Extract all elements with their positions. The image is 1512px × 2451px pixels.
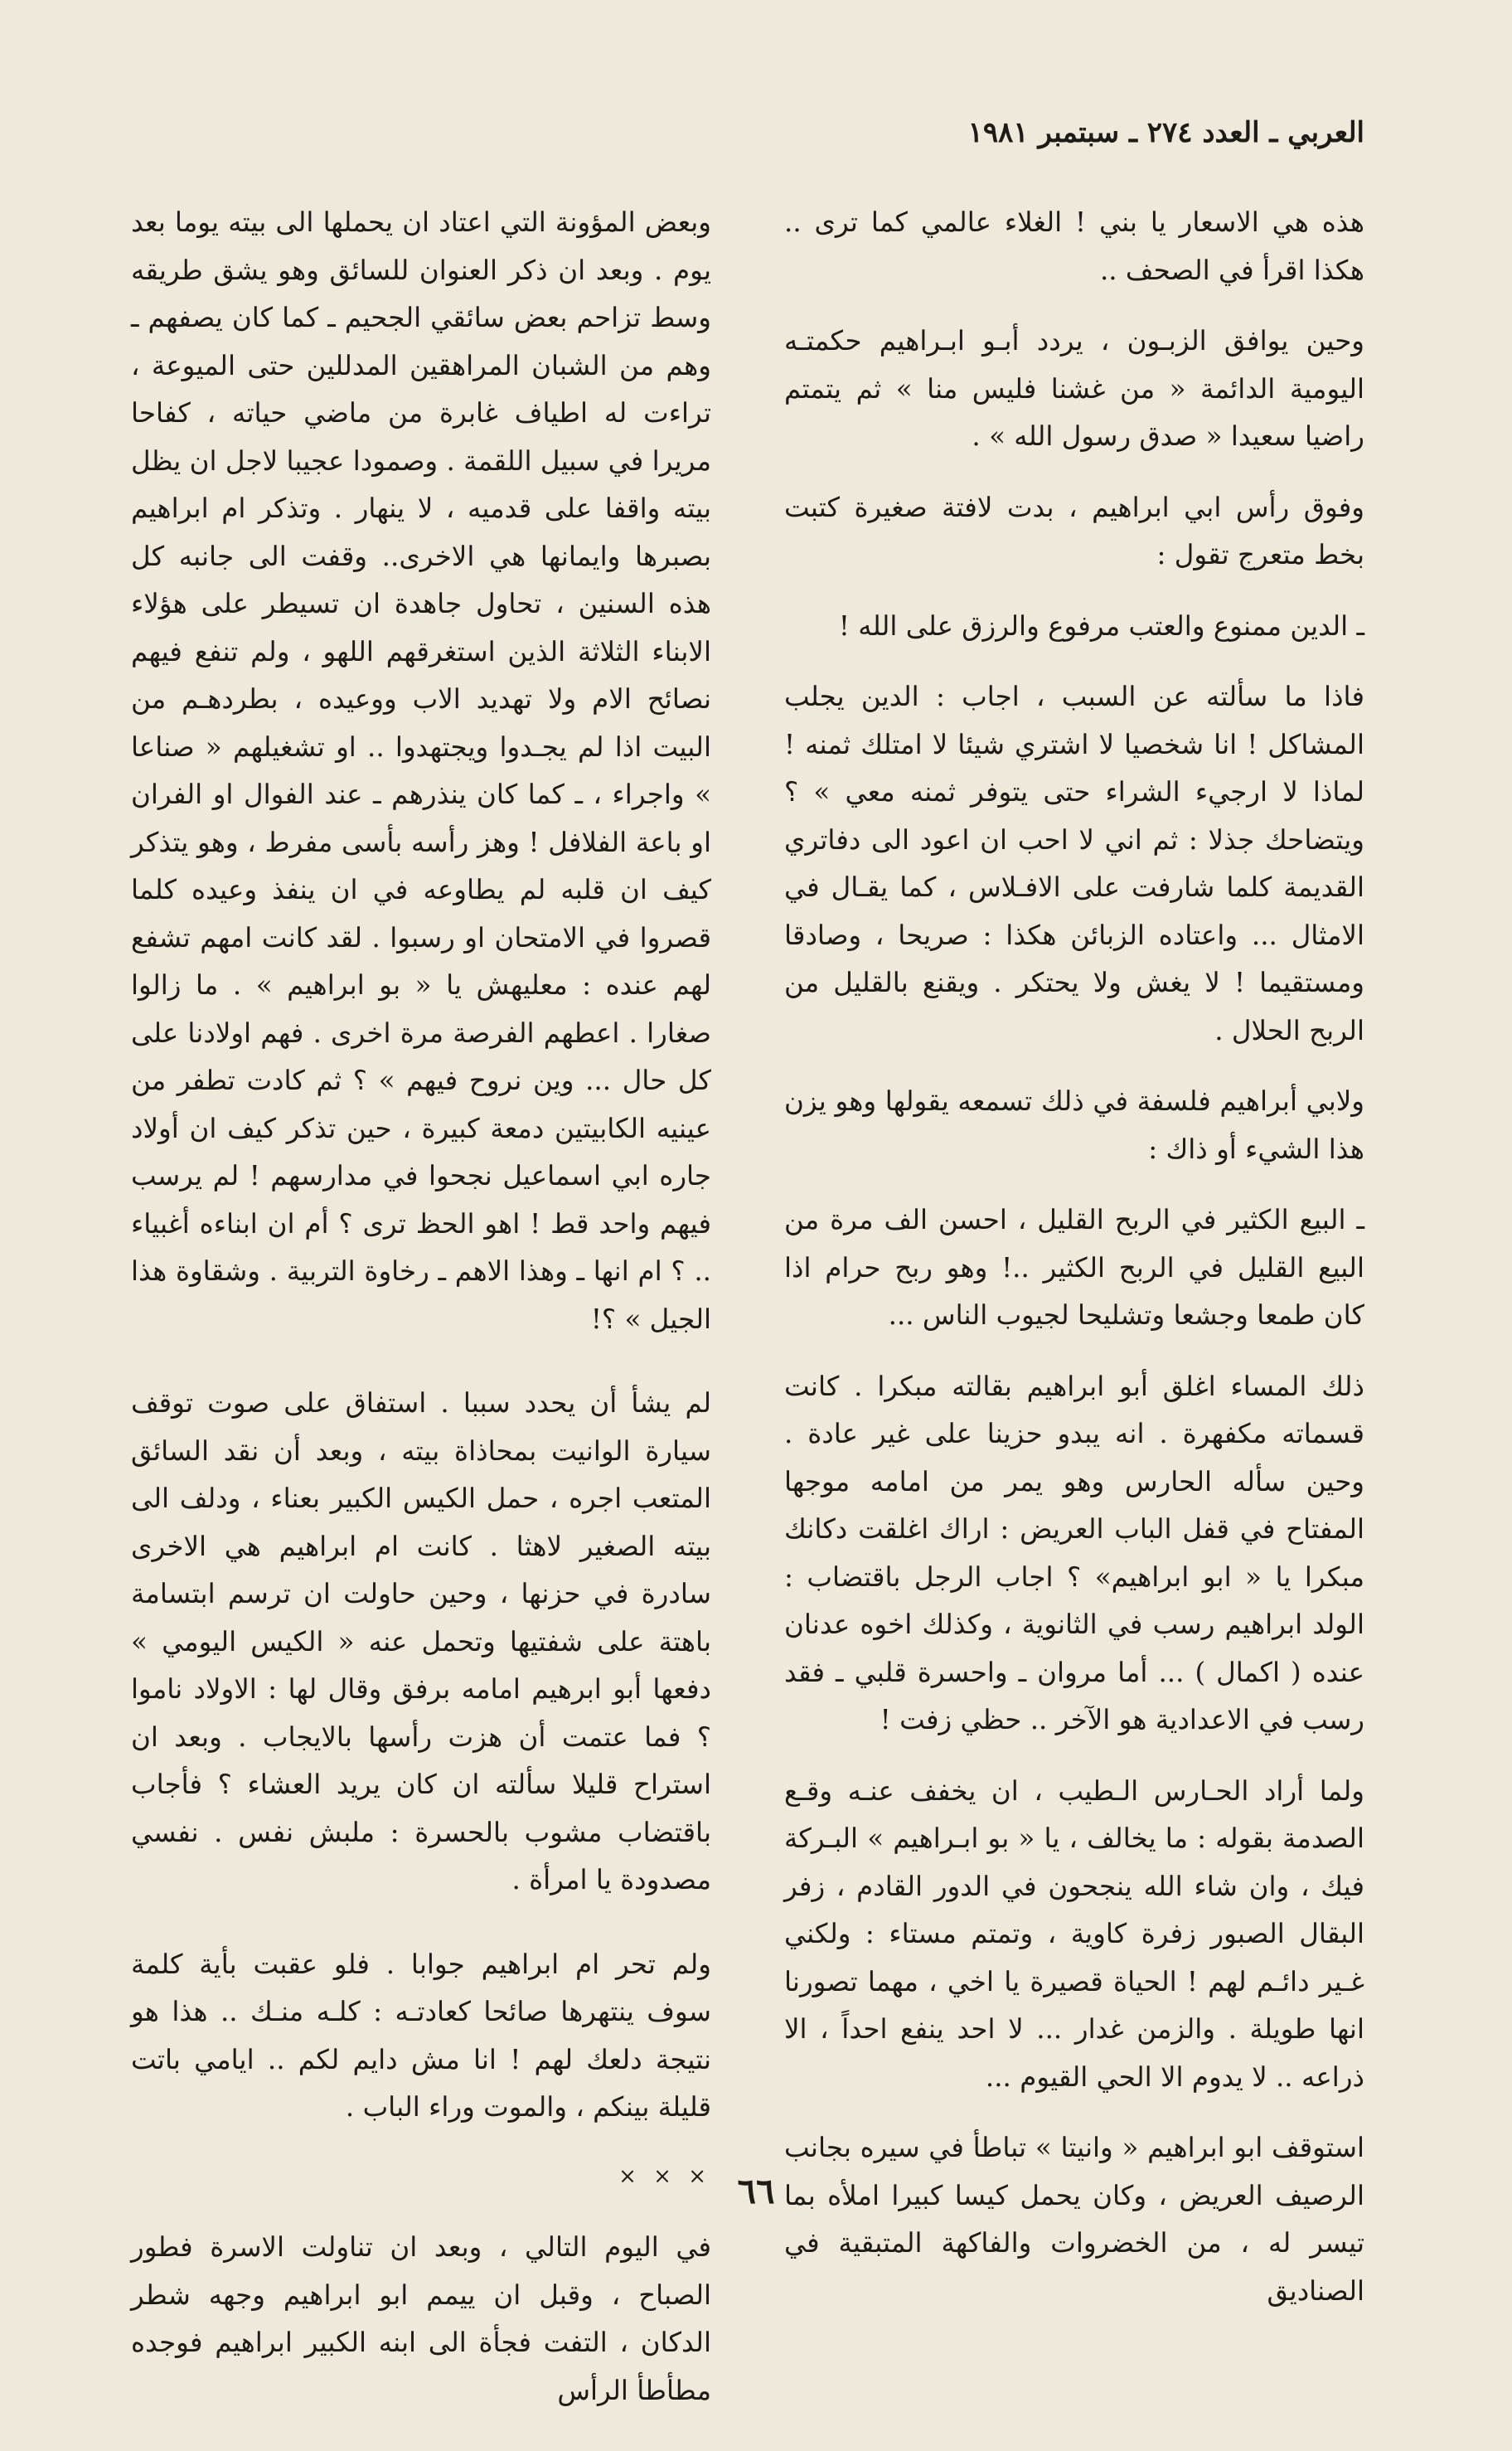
running-head: العربي ـ العدد ٢٧٤ ـ سبتمبر ١٩٨١ [967,116,1364,149]
paragraph: ولم تحر ام ابراهيم جوابا . فلو عقبت بأية كلمة سوف ينتهرها صائحا كعادتـه : كلـه منـك .. هذا هو نتيجة دلعك لهم ! انا مش دايم لكم .. ايامي باتت قليلة بينكم ، والموت وراء الباب . [131,1948,711,2123]
paragraph: وفوق رأس ابي ابراهيم ، بدت لافتة صغيرة كتبت بخط متعرج تقول : [784,491,1364,570]
paragraph: وبعض المؤونة التي اعتاد ان يحملها الى بيته يوما بعد يوم . وبعد ان ذكر العنوان للسائق وهو يشق طريقه وسط تزاحم بعض سائقي الجحيم ـ كما كان يصفهم ـ وهم من الشبان المراهقين المدللين حتى الميوعة ، تراءت له اطياف غابرة من ماضي حياته ، كفاحا مريرا في سبيل اللقمة . وصمودا عجيبا لاجل ان يظل بيته واقفا على قدميه ، لا ينهار . وتذكر ام ابراهيم بصبرها وايمانها هي الاخرى.. وقفت الى جانبه كل هذه السنين ، تحاول جاهدة ان تسيطر على هؤلاء الابناء الثلاثة الذين استغرقهم اللهو ، ولم تنفع فيهم نصائح الام ولا تهديد الاب ووعيده ، بطردهـم من البيت اذا لم يجـدوا ويجتهدوا .. او تشغيلهم « صناعا » واجراء ، ـ كما كان ينذرهم ـ عند الفوال او الفران او باعة الفلافل ! وهز رأسه بأسى مفرط ، وهو يتذكر كيف ان قلبه لم يطاوعه في ان ينفذ وعيده كلما قصروا في الامتحان او رسبوا . لقد كانت امهم تشفع لهم عنده : معليهش يا « بو ابراهيم » . ما زالوا صغارا . اعطهم الفرصة مرة اخرى . فهم اولادنا على كل حال ... وين نروح فيهم » ؟ ثم كادت تطفر من عينيه الكابيتين دمعة كبيرة ، حين تذكر كيف ان أولاد جاره ابي اسماعيل نجحوا في مدارسهم ! لم يرسب فيهم واحد قط ! اهو الحظ ترى ؟ أم ان ابناءه أغبياء .. ؟ ام انها ـ وهذا الاهم ـ رخاوة التربية . وشقاوة هذا الجيل » ؟! [131,206,711,1335]
paragraph: في اليوم التالي ، وبعد ان تناولت الاسرة فطور الصباح ، وقبل ان ييمم ابو ابراهيم وجهه شطر الدكان ، التفت فجأة الى ابنه الكبير ابراهيم فوجده مطأطأ الرأس [131,2231,711,2406]
right-column [784,199,1364,2338]
paragraph: ولما أراد الحـارس الـطيب ، ان يخفف عنـه وقـع الصدمة بقوله : ما يخالف ، يا « بو ابـراهيم » البـركة فيك ، وان شاء الله ينجحون في الدور القادم ، زفر البقال الصبور زفرة كاوية ، وتمتم مستاء : ولكني غـير دائـم لهم ! الحياة قصيرة يا اخي ، مهما تصورنا انها طويلة . والزمن غدار ... لا احد ينفع احداً ، الا ذراعه .. لا يدوم الا الحي القيوم ... [784,1774,1364,2093]
paragraph: هذه هي الاسعار يا بني ! الغلاء عالمي كما ترى .. هكذا اقرأ في الصحف .. [784,206,1364,286]
paragraph: لم يشأ أن يحدد سببا . استفاق على صوت توقف سيارة الوانيت بمحاذاة بيته ، وبعد أن نقد السائق المتعب اجره ، حمل الكيس الكبير بعناء ، ودلف الى بيته الصغير لاهثا . كانت ام ابراهيم هي الاخرى سادرة في حزنها ، وحين حاولت ان ترسم ابتسامة باهتة على شفتيها وتحمل عنه « الكيس اليومي » دفعها أبو ابرهيم امامه برفق وقال لها : الاولاد ناموا ؟ فما عتمت أن هزت رأسها بالايجاب . وبعد ان استراح قليلا سألته ان كان يريد العشاء ؟ فأجاب باقتضاب مشوب بالحسرة : ملبش نفس . نفسي مصدودة يا امرأة . [131,1387,711,1895]
paragraph: ـ البيع الكثير في الربح القليل ، احسن الف مرة من البيع القليل في الربح الكثير ..! وهو ربح حرام اذا كان طمعا وجشعا وتشليحا لجيوب الناس ... [784,1204,1364,1331]
paragraph: استوقف ابو ابراهيم « وانيتا » تباطأ في سيره بجانب الرصيف العريض ، وكان يحمل كيسا كبيرا املأه بما تيسر له ، من الخضروات والفاكهة المتبقية في الصناديق [784,2132,1364,2307]
paragraph: ذلك المساء اغلق أبو ابراهيم بقالته مبكرا . كانت قسماته مكفهرة . انه يبدو حزينا على غير عادة . وحين سأله الحارس وهو يمر من امامه موجها المفتاح في قفل الباب العريض : اراك اغلقت دكانك مبكرا يا « ابو ابراهيم» ؟ اجاب الرجل باقتضاب : الولد ابراهيم رسب في الثانوية ، وكذلك اخوه عدنان عنده ( اكمال ) ... أما مروان ـ واحسرة قلبي ـ فقد رسب في الاعدادية هو الآخر .. حظي زفت ! [784,1370,1364,1735]
page-number: ٦٦ [737,2171,775,2211]
paragraph: ـ الدين ممنوع والعتب مرفوع والرزق على الله ! [838,609,1364,642]
paragraph: ولابي أبراهيم فلسفة في ذلك تسمعه يقولها وهو يزن هذا الشيء أو ذاك : [784,1085,1364,1165]
section-separator: × × × [618,2163,711,2189]
left-column [131,199,711,2451]
paragraph: فاذا ما سألته عن السبب ، اجاب : الدين يجلب المشاكل ! انا شخصيا لا اشتري شيئا لا امتلك ثمنه ! لماذا لا ارجيء الشراء حتى يتوفر ثمنه معي » ؟ ويتضاحك جذلا : ثم اني لا احب ان اعود الى دفاتري القديمة كلما شارفت على الافـلاس ، كما يقـال في الامثال ... واعتاده الزبائن هكذا : صريحا ، وصادقا ومستقيما ! لا يغش ولا يحتكر . ويقنع بالقليل من الربح الحلال . [784,681,1364,1046]
paragraph: وحين يوافق الزبـون ، يردد أبـو ابـراهيم حكمتـه اليومية الدائمة « من غشنا فليس منا » ثم يتمتم راضيا سعيدا « صدق رسول الله » . [784,325,1364,452]
